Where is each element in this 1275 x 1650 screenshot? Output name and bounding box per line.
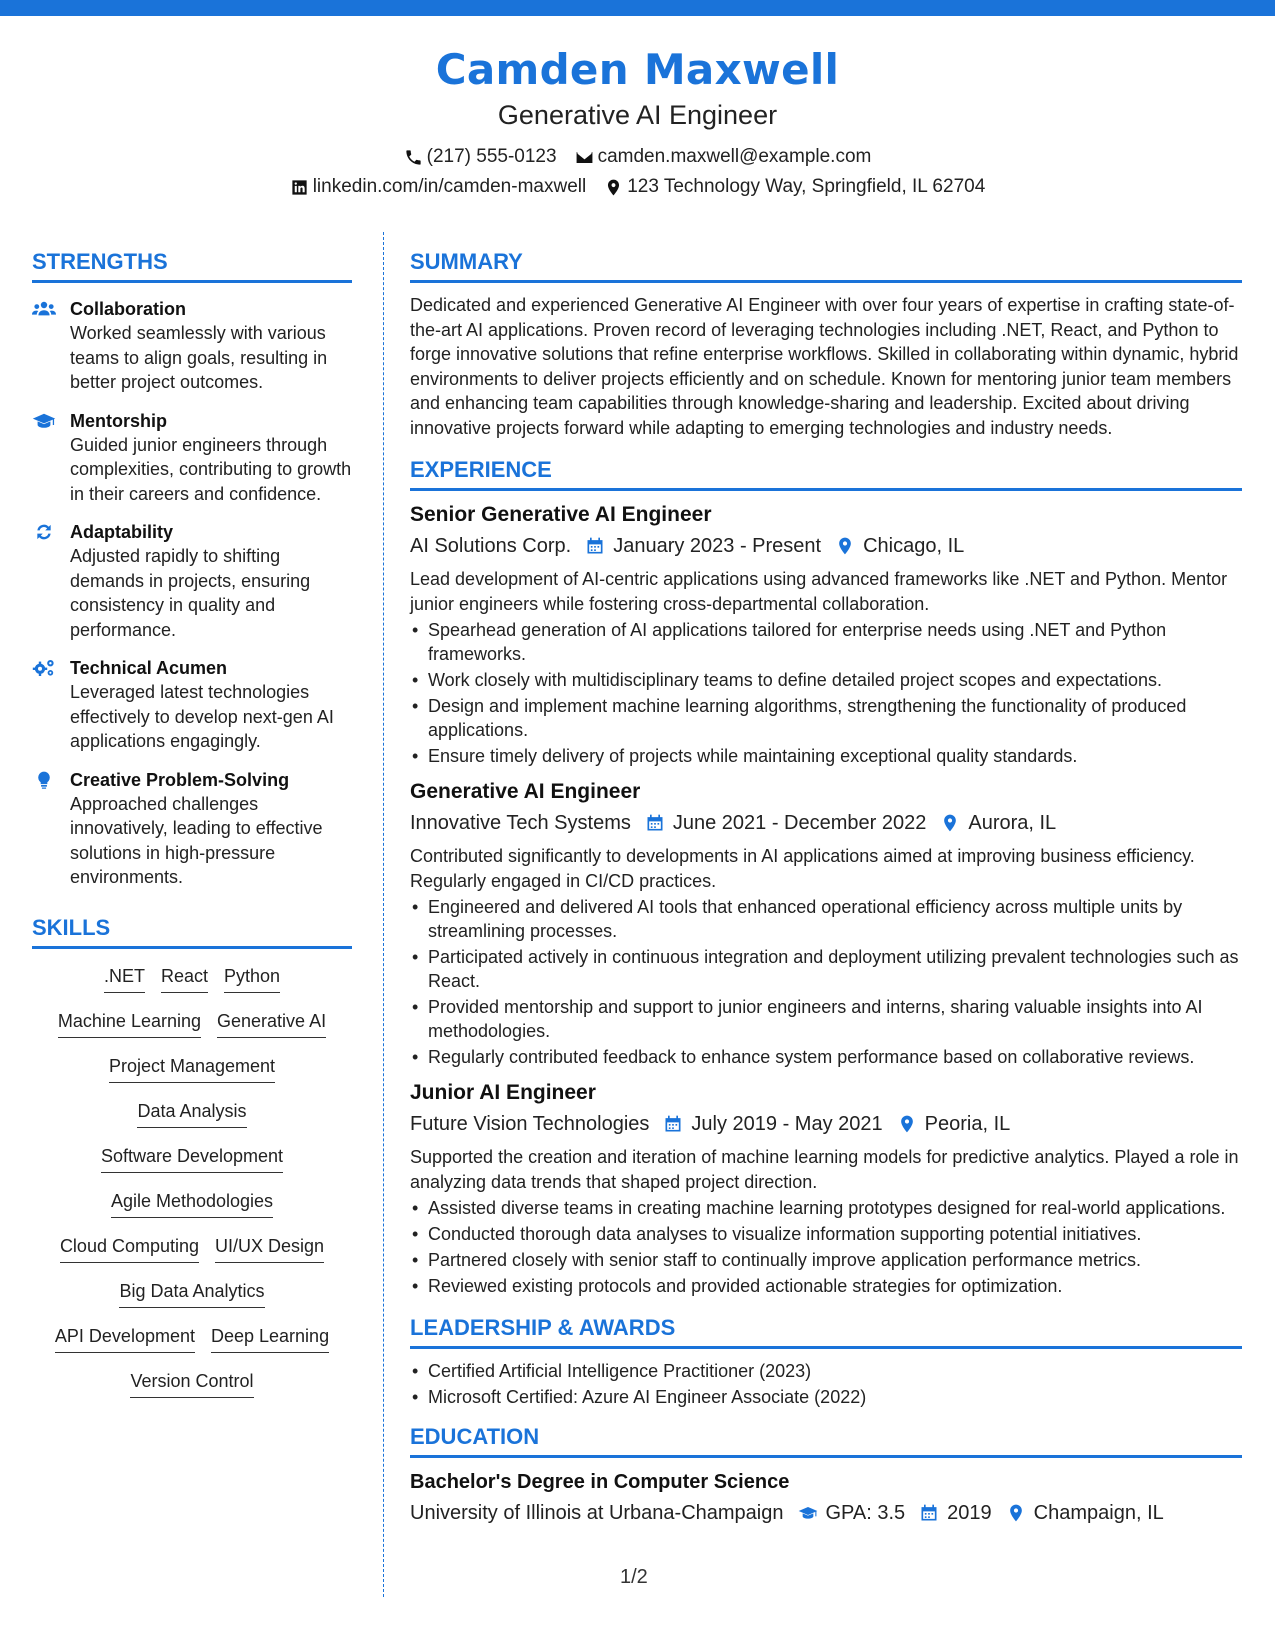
skill-tag: Cloud Computing bbox=[60, 1233, 199, 1263]
job-company: AI Solutions Corp. bbox=[410, 535, 572, 557]
award-item: • Certified Artificial Intelligence Practitioner (2023) bbox=[410, 1359, 1242, 1383]
education-heading: EDUCATION bbox=[410, 1423, 1242, 1458]
skill-tag: Data Analysis bbox=[137, 1098, 246, 1128]
address-text: 123 Technology Way, Springfield, IL 62704 bbox=[627, 176, 986, 197]
users-icon bbox=[32, 299, 56, 319]
job-bullet: • Ensure timely delivery of projects while maintaining exceptional quality standards. bbox=[410, 744, 1242, 768]
job-location: Aurora, IL bbox=[968, 812, 1057, 834]
strength-title: Mentorship bbox=[70, 410, 167, 431]
calendar-icon bbox=[663, 1114, 683, 1134]
linkedin-icon bbox=[290, 178, 309, 197]
linkedin-text: linkedin.com/in/camden-maxwell bbox=[312, 176, 587, 197]
job-bullet: • Conducted thorough data analyses to visualize information supporting potential initiatives. bbox=[410, 1222, 1242, 1246]
strength-desc: Leveraged latest technologies effectively to develop next-gen AI applications engagingly. bbox=[70, 682, 334, 751]
summary-heading: SUMMARY bbox=[410, 248, 1242, 283]
award-item: • Microsoft Certified: Azure AI Engineer Associate (2022) bbox=[410, 1385, 1242, 1409]
awards-heading: LEADERSHIP & AWARDS bbox=[410, 1314, 1242, 1349]
skill-row bbox=[32, 1053, 352, 1098]
calendar-icon bbox=[919, 1503, 939, 1523]
skill-tag: Agile Methodologies bbox=[111, 1188, 273, 1218]
top-accent-bar bbox=[0, 0, 1275, 16]
strength-item bbox=[32, 297, 352, 395]
awards-list bbox=[410, 1359, 1242, 1409]
job-desc: Lead development of AI-centric applications using advanced frameworks like .NET and Python. Mentor junior engineers while fostering cross-departmental collaboration. bbox=[410, 569, 1228, 614]
map-marker-icon bbox=[835, 536, 855, 556]
envelope-icon bbox=[575, 148, 594, 167]
strengths-heading: STRENGTHS bbox=[32, 248, 352, 283]
map-marker-icon bbox=[1006, 1503, 1026, 1523]
strength-desc: Worked seamlessly with various teams to align goals, resulting in better project outcomes. bbox=[70, 323, 328, 392]
job-bullet: • Engineered and delivered AI tools that enhanced operational efficiency across multiple units by streamlining processes. bbox=[410, 895, 1242, 943]
job-bullet: • Participated actively in continuous integration and deployment utilizing prevalent technologies such as React. bbox=[410, 945, 1242, 993]
skill-tag: UI/UX Design bbox=[215, 1233, 324, 1263]
degree-title: Bachelor's Degree in Computer Science bbox=[410, 1471, 790, 1493]
calendar-icon bbox=[645, 813, 665, 833]
lightbulb-icon bbox=[32, 770, 56, 790]
job-meta bbox=[410, 1109, 1242, 1139]
skill-row bbox=[32, 1278, 352, 1323]
job-entry bbox=[410, 778, 1242, 1069]
phone-icon bbox=[404, 148, 423, 167]
skill-row bbox=[32, 963, 352, 1008]
job-bullet: • Regularly contributed feedback to enhance system performance based on collaborative reviews. bbox=[410, 1045, 1242, 1069]
email-contact[interactable] bbox=[575, 146, 872, 168]
gears-icon bbox=[32, 658, 56, 678]
job-bullet: • Partnered closely with senior staff to continually improve application performance metrics. bbox=[410, 1248, 1242, 1272]
skill-tag: .NET bbox=[104, 963, 145, 993]
map-marker-icon bbox=[604, 178, 623, 197]
job-meta bbox=[410, 531, 1242, 561]
skill-row bbox=[32, 1188, 352, 1233]
graduation-cap-icon bbox=[798, 1503, 818, 1523]
address-contact bbox=[604, 176, 985, 198]
experience-heading: EXPERIENCE bbox=[410, 456, 1242, 491]
skill-tag: Machine Learning bbox=[58, 1008, 201, 1038]
skill-row bbox=[32, 1008, 352, 1053]
job-location: Peoria, IL bbox=[924, 1113, 1011, 1135]
map-marker-icon bbox=[897, 1114, 917, 1134]
left-column bbox=[32, 248, 352, 1413]
strength-desc: Approached challenges innovatively, leading to effective solutions in high-pressure environments. bbox=[70, 793, 323, 887]
linkedin-contact[interactable] bbox=[290, 176, 587, 198]
graduation-year: 2019 bbox=[947, 1502, 992, 1524]
page-number: 1/2 bbox=[620, 1566, 648, 1588]
skill-tag: Version Control bbox=[130, 1368, 253, 1398]
skill-tag: Python bbox=[224, 963, 280, 993]
phone-contact[interactable] bbox=[404, 146, 557, 168]
phone-text: (217) 555-0123 bbox=[426, 146, 557, 167]
skill-tag: Project Management bbox=[109, 1053, 275, 1083]
skill-row bbox=[32, 1233, 352, 1278]
skill-tag: React bbox=[161, 963, 208, 993]
job-bullets bbox=[410, 618, 1242, 768]
job-entry bbox=[410, 501, 1242, 768]
education-meta bbox=[410, 1498, 1242, 1528]
job-bullet: • Spearhead generation of AI applications tailored for enterprise needs using .NET and Python frameworks. bbox=[410, 618, 1242, 666]
sync-icon bbox=[32, 522, 56, 542]
strength-item bbox=[32, 768, 352, 890]
job-title: Senior Generative AI Engineer bbox=[410, 503, 712, 526]
job-company: Innovative Tech Systems bbox=[410, 812, 631, 834]
job-desc: Supported the creation and iteration of machine learning models for predictive analytics. Played a role in analyzing data trends that shaped project direction. bbox=[410, 1147, 1239, 1192]
job-bullet: • Provided mentorship and support to junior engineers and interns, sharing valuable insights into AI methodologies. bbox=[410, 995, 1242, 1043]
map-marker-icon bbox=[940, 813, 960, 833]
contact-row-1 bbox=[0, 142, 1275, 172]
skills-heading: SKILLS bbox=[32, 914, 352, 949]
strength-desc: Guided junior engineers through complexities, contributing to growth in their careers and confidence. bbox=[70, 434, 352, 504]
school-name: University of Illinois at Urbana-Champaign bbox=[410, 1502, 784, 1524]
job-bullet: • Assisted diverse teams in creating machine learning prototypes designed for real-world applications. bbox=[410, 1196, 1242, 1220]
candidate-name: Camden Maxwell bbox=[435, 45, 840, 94]
skill-tag: API Development bbox=[55, 1323, 195, 1353]
skill-tag: Big Data Analytics bbox=[119, 1278, 264, 1308]
skill-tag: Generative AI bbox=[217, 1008, 326, 1038]
job-bullets bbox=[410, 1196, 1242, 1298]
strength-title: Technical Acumen bbox=[70, 658, 228, 678]
job-company: Future Vision Technologies bbox=[410, 1113, 650, 1135]
job-bullet: • Work closely with multidisciplinary teams to define detailed project scopes and expectations. bbox=[410, 668, 1242, 692]
candidate-role: Generative AI Engineer bbox=[497, 100, 778, 130]
column-divider bbox=[383, 232, 384, 1597]
strength-item bbox=[32, 656, 352, 754]
education-location: Champaign, IL bbox=[1033, 1502, 1164, 1524]
skill-row bbox=[32, 1368, 352, 1413]
strength-desc: Adjusted rapidly to shifting demands in projects, ensuring consistency in quality and performance. bbox=[70, 546, 311, 640]
skill-tag: Deep Learning bbox=[211, 1323, 329, 1353]
job-desc: Contributed significantly to developments in AI applications aimed at improving business efficiency. Regularly engaged in CI/CD practices. bbox=[410, 846, 1195, 891]
job-title: Generative AI Engineer bbox=[410, 780, 641, 803]
resume-header bbox=[0, 42, 1275, 202]
gpa-text: GPA: 3.5 bbox=[825, 1502, 906, 1524]
right-column bbox=[410, 248, 1242, 1528]
job-title: Junior AI Engineer bbox=[410, 1081, 596, 1104]
job-bullets bbox=[410, 895, 1242, 1069]
job-dates: July 2019 - May 2021 bbox=[691, 1113, 883, 1135]
calendar-icon bbox=[585, 536, 605, 556]
contact-row-2 bbox=[0, 172, 1275, 202]
job-meta bbox=[410, 808, 1242, 838]
skill-tag: Software Development bbox=[101, 1143, 283, 1173]
strength-item bbox=[32, 409, 352, 507]
skills-list bbox=[32, 963, 352, 1413]
strength-title: Collaboration bbox=[70, 299, 186, 319]
email-text: camden.maxwell@example.com bbox=[597, 146, 872, 167]
job-dates: January 2023 - Present bbox=[613, 535, 822, 557]
strength-title: Adaptability bbox=[70, 522, 174, 542]
strength-title: Creative Problem-Solving bbox=[70, 769, 290, 790]
skill-row bbox=[32, 1143, 352, 1188]
graduation-cap-icon bbox=[32, 411, 56, 431]
job-dates: June 2021 - December 2022 bbox=[672, 812, 927, 834]
skill-row bbox=[32, 1098, 352, 1143]
job-bullet: • Design and implement machine learning algorithms, strengthening the functionality of produced applications. bbox=[410, 694, 1242, 742]
skill-row bbox=[32, 1323, 352, 1368]
strength-item bbox=[32, 520, 352, 642]
job-bullet: • Reviewed existing protocols and provided actionable strategies for optimization. bbox=[410, 1274, 1242, 1298]
job-location: Chicago, IL bbox=[863, 535, 965, 557]
job-entry bbox=[410, 1079, 1242, 1298]
summary-text: Dedicated and experienced Generative AI Engineer with over four years of expertise in crafting state-of-the-art AI applications. Proven record of leveraging technologies including .NET, React, and Python to forge innovative solutions that refine enterprise workflows. Skilled in collaborating within dynamic, hybrid environments to deliver projects efficiently and on schedule. Known for mentoring junior team members and enhancing team capabilities through knowledge-sharing and leadership. Excited about driving innovative projects forward while adapting to emerging technologies and industry needs. bbox=[410, 295, 1239, 438]
